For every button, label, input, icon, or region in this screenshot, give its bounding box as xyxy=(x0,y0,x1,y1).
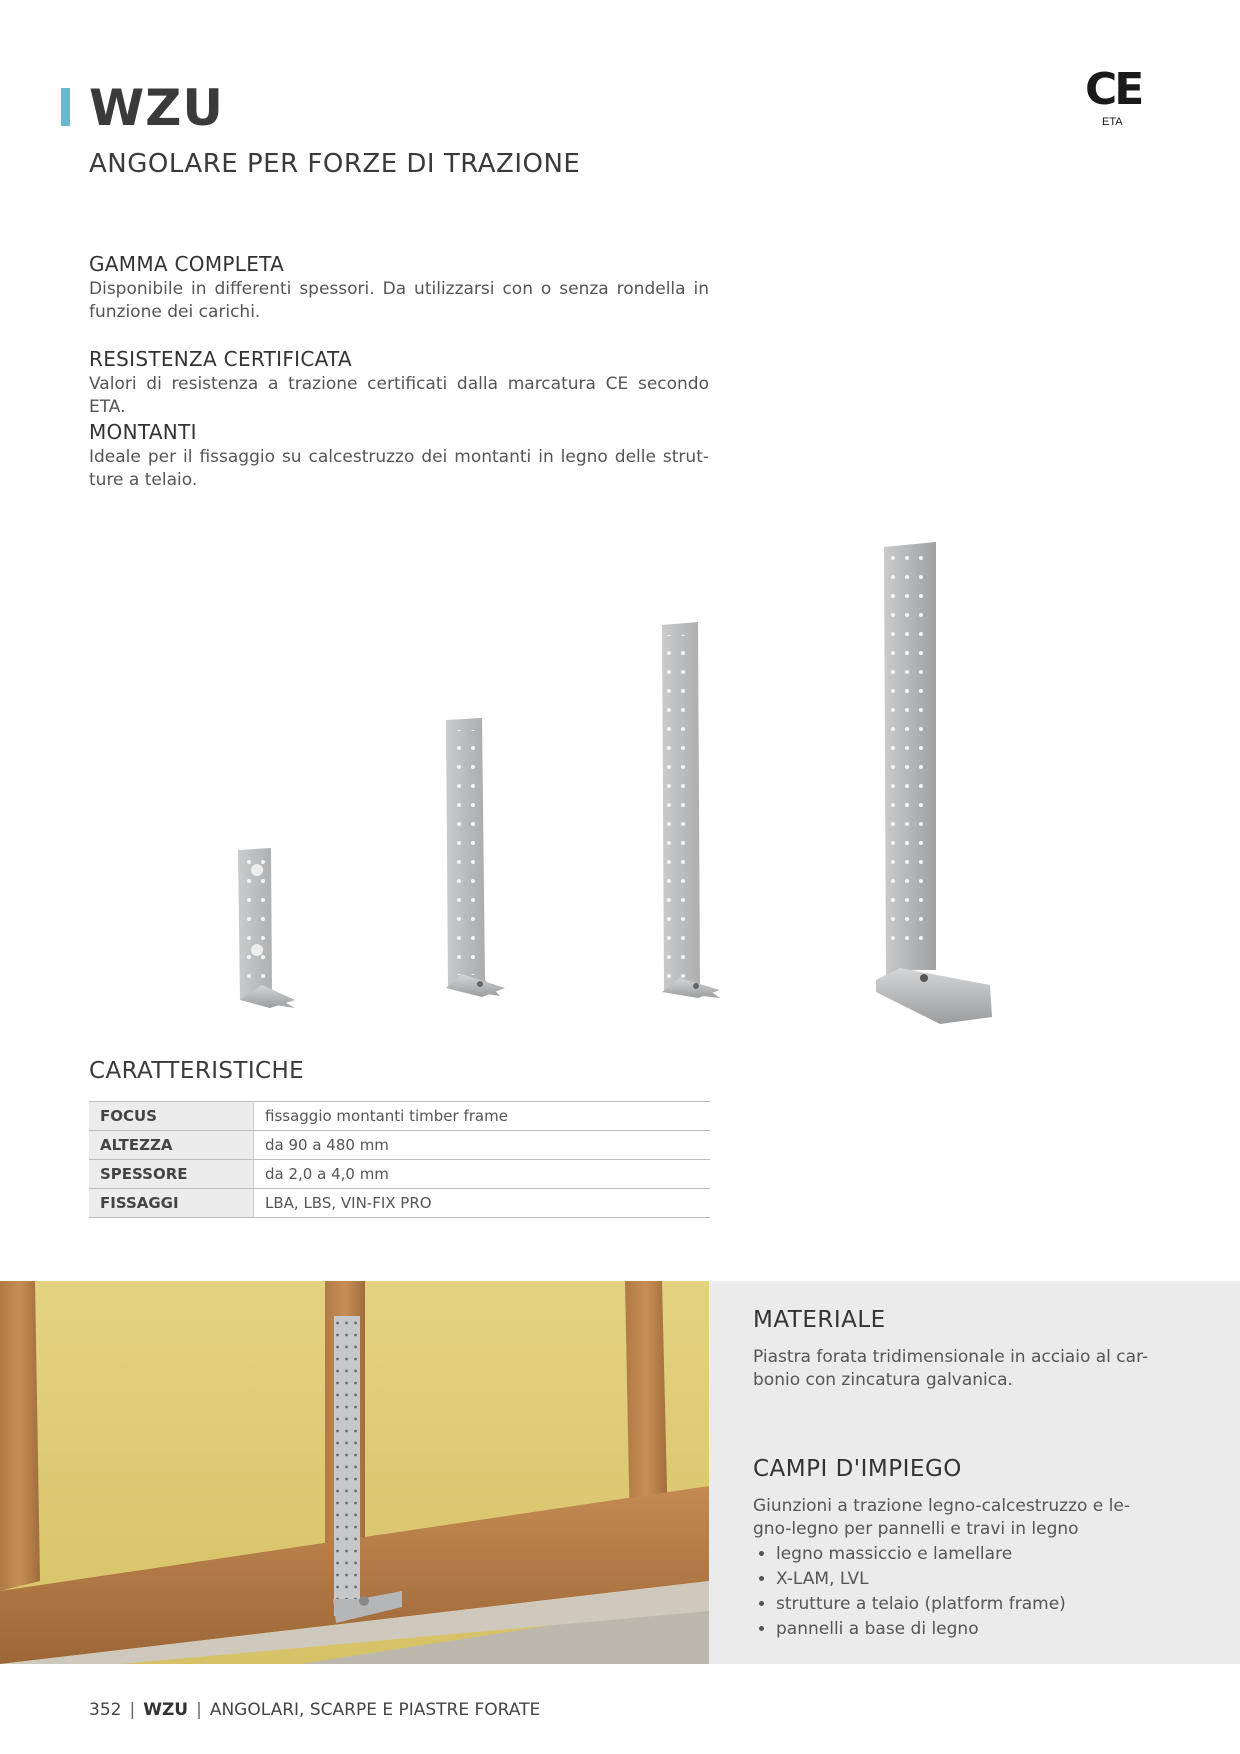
feature-resistenza-certificata xyxy=(89,347,709,419)
feature-text: Disponibile in differenti spessori. Da utilizzarsi con o senza rondella in funzione dei carichi. xyxy=(89,279,709,322)
application-photo xyxy=(0,1281,709,1664)
bracket-large xyxy=(662,622,720,998)
footer-section: ANGOLARI, SCARPE E PIASTRE FORATE xyxy=(209,1700,541,1720)
campi-impiego-list xyxy=(753,1542,1066,1642)
bracket-medium xyxy=(446,718,505,997)
spec-value: LBA, LBS, VIN-FIX PRO xyxy=(254,1189,711,1218)
perforated-angle-bracket-icon xyxy=(200,530,1020,1040)
eta-label: ETA xyxy=(1102,116,1123,128)
list-item: • strutture a telaio (platform frame) xyxy=(776,1592,1066,1617)
spec-value: fissaggio montanti timber frame xyxy=(254,1102,711,1131)
bracket-small xyxy=(238,848,295,1008)
page-footer: 352 | WZU | ANGOLARI, SCARPE E PIASTRE FORATE xyxy=(89,1700,541,1720)
feature-title: GAMMA COMPLETA xyxy=(89,252,285,276)
spec-key: SPESSORE xyxy=(89,1160,254,1189)
table-row xyxy=(89,1189,710,1218)
page-number: 352 xyxy=(89,1700,122,1720)
title-accent-bar xyxy=(61,88,70,126)
spec-key: FOCUS xyxy=(89,1102,254,1131)
installation-photo-illustration xyxy=(0,1281,709,1664)
list-item: • pannelli a base di legno xyxy=(776,1617,1066,1642)
ce-mark: CE xyxy=(1085,64,1142,115)
spec-value: da 2,0 a 4,0 mm xyxy=(254,1160,711,1189)
list-item: • legno massiccio e lamellare xyxy=(776,1542,1066,1567)
ce-eta-mark xyxy=(1085,64,1145,132)
feature-title: MONTANTI xyxy=(89,420,197,444)
spec-key: ALTEZZA xyxy=(89,1131,254,1160)
campi-impiego-title: CAMPI D'IMPIEGO xyxy=(753,1456,962,1482)
bracket-xlarge xyxy=(876,542,992,1024)
campi-impiego-text: Giunzioni a trazione legno-calcestruzzo e le-gno-legno per pannelli e travi in legno xyxy=(753,1496,1130,1539)
materiale-text: Piastra forata tridimensionale in acciaio al car-bonio con zincatura galvanica. xyxy=(753,1347,1149,1390)
feature-title: RESISTENZA CERTIFICATA xyxy=(89,347,352,371)
table-row xyxy=(89,1131,710,1160)
footer-product: WZU xyxy=(143,1700,189,1720)
spec-value: da 90 a 480 mm xyxy=(254,1131,711,1160)
list-item: • X-LAM, LVL xyxy=(776,1567,1066,1592)
page-title: WZU xyxy=(89,79,225,137)
table-row xyxy=(89,1102,710,1131)
feature-text: Ideale per il fissaggio su calcestruzzo dei montanti in legno delle strut-ture a telaio. xyxy=(89,447,709,490)
page-subtitle: ANGOLARE PER FORZE DI TRAZIONE xyxy=(89,149,581,179)
feature-montanti xyxy=(89,420,709,492)
materiale-title: MATERIALE xyxy=(753,1307,886,1333)
caratteristiche-title: CARATTERISTICHE xyxy=(89,1058,305,1084)
feature-text: Valori di resistenza a trazione certificati dalla marcatura CE secondo ETA. xyxy=(89,374,709,417)
feature-gamma-completa xyxy=(89,252,709,324)
table-row xyxy=(89,1160,710,1189)
info-panel xyxy=(709,1281,1240,1664)
specs-table xyxy=(89,1101,710,1218)
product-images xyxy=(200,530,1020,1040)
spec-key: FISSAGGI xyxy=(89,1189,254,1218)
